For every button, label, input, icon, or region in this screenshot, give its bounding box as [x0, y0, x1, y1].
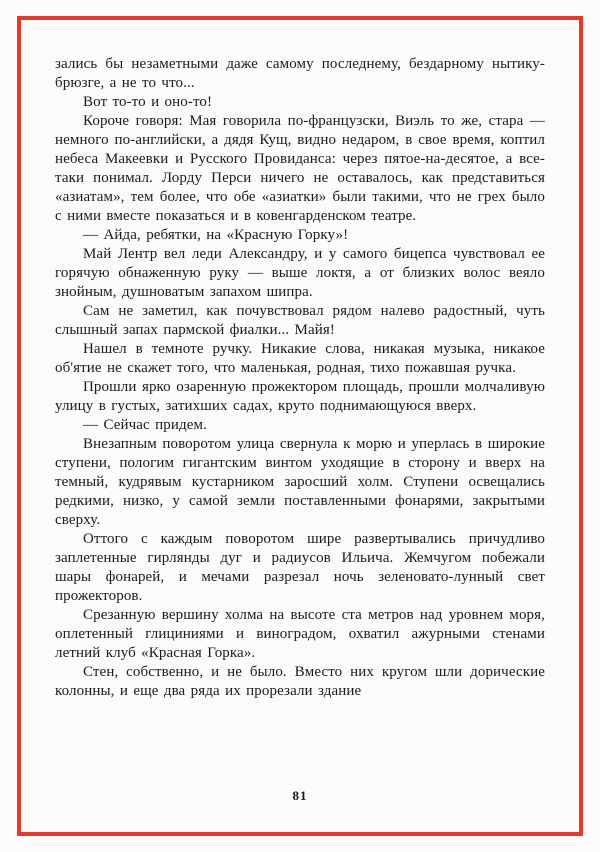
paragraph: Май Лентр вел леди Александру, и у самого бицепса чувствовал ее горячую обнаженную руку — выше локтя, а от близких волос веяло знойным, душноватым запахом шипра. [55, 246, 545, 300]
paragraph: — Сейчас придем. [83, 417, 207, 433]
paragraph: Нашел в темноте ручку. Никакие слова, никакая музыка, никакое об'ятие не скажет того, что маленькая, родная, тихо пожавшая ручка. [55, 341, 545, 376]
paragraph: Сам не заметил, как почувствовал рядом налево радостный, чуть слышный запах пармской фиалки... Майя! [55, 303, 545, 338]
paragraph: Короче говоря: Мая говорила по-французски, Виэль то же, стара — немного по-английски, а дядя Кущ, видно недаром, в свое время, коптил небеса Макеевки и Русского Провиданса: через пятое-на-десятое, а все-таки понимал. Лорду Перси ничего не оставалось, как представиться «азиатам», тем более, что обе «азиатки» были такими, что не грех было с ними вместе показаться и в ковенгарденском театре. [55, 113, 545, 224]
paragraph: Стен, собственно, и не было. Вместо них кругом шли дорические колонны, и еще два ряда их прорезали здание [55, 664, 545, 699]
paragraph: Вот то-то и оно-то! [83, 94, 213, 110]
page-number: 81 [292, 788, 308, 803]
page-text [55, 55, 545, 701]
paragraph: — Айда, ребятки, на «Красную Горку»! [83, 227, 349, 243]
paragraph: Внезапным поворотом улица свернула к морю и уперлась в широкие ступени, пологим гигантским винтом уходящие в сторону и вверх на темный, кудрявым кустарником заросший холм. Ступени освещались редкими, низко, у самой земли поставленными фонарями, закрытыми сверху. [55, 436, 545, 528]
paragraph: Срезанную вершину холма на высоте ста метров над уровнем моря, оплетенный глициниями и виноградом, охватил ажурными стенами летний клуб «Красная Горка». [55, 607, 545, 661]
paragraph: Прошли ярко озаренную прожектором площадь, прошли молчаливую улицу в густых, затихших садах, круто поднимающуюся вверх. [55, 379, 545, 414]
paragraph: Оттого с каждым поворотом шире развертывались причудливо заплетенные гирлянды дуг и радиусов Ильича. Жемчугом побежали шары фонарей, и мечами разрезал ночь зеленовато-лунный свет прожекторов. [55, 531, 545, 604]
paragraph: зались бы незаметными даже самому последнему, бездарному нытику-брюзге, а не то что... [55, 56, 545, 91]
